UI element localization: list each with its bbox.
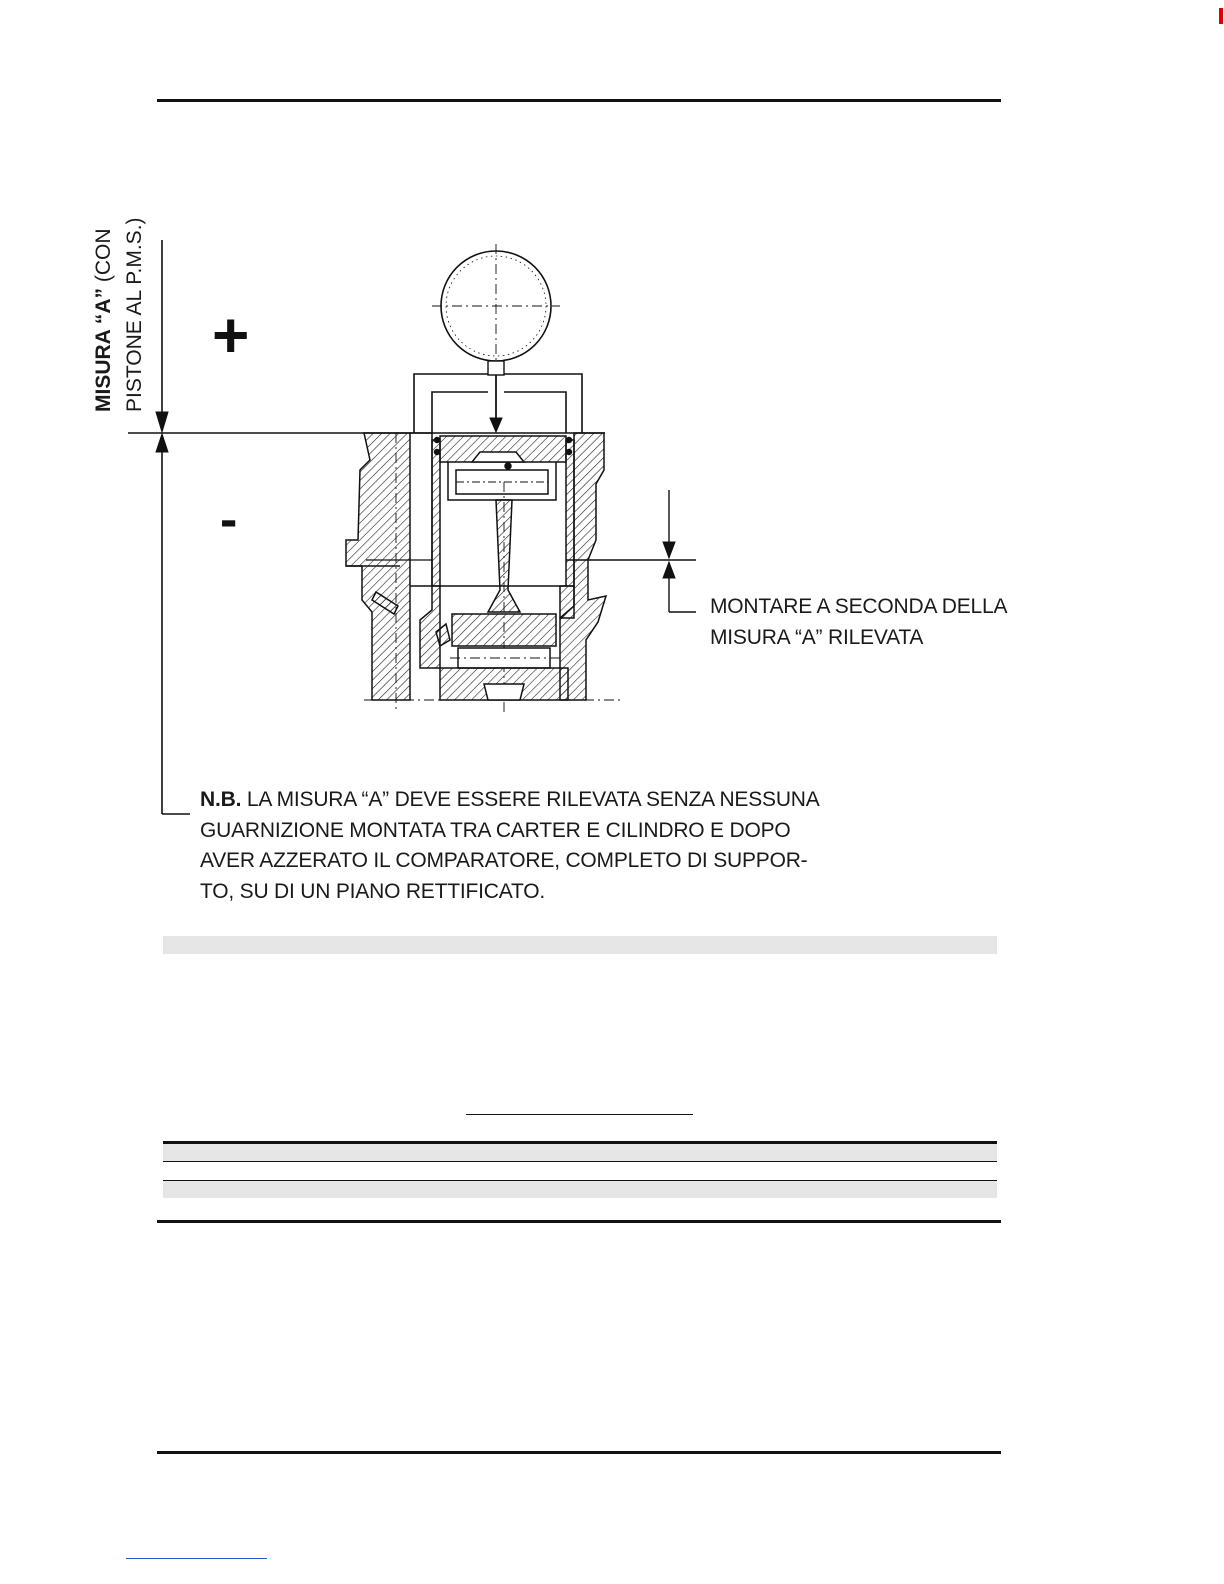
plus-sign: +: [212, 299, 250, 371]
dial-gauge: [432, 244, 560, 432]
table-row-shaded-1: [163, 1144, 997, 1161]
note-text-1: LA MISURA “A” DEVE ESSERE RILEVATA SENZA NESSUNA: [241, 788, 820, 811]
footer-rule: [157, 1451, 1001, 1454]
note-line2: GUARNIZIONE MONTATA TRA CARTER E CILINDRO E DOPO: [200, 819, 791, 842]
section-bottom-rule: [157, 1220, 1001, 1223]
note-bold: N.B.: [200, 788, 242, 811]
note-line3: AVER AZZERATO IL COMPARATORE, COMPLETO DI SUPPOR-: [200, 849, 808, 872]
footer-link-underline[interactable]: [126, 1558, 267, 1559]
table-row-rule-1: [163, 1161, 997, 1162]
measure-a-rest: (CON: [92, 228, 115, 288]
mount-label-line2: MISURA “A” RILEVATA: [710, 626, 924, 649]
minus-sign: -: [220, 491, 238, 549]
table-row-shaded-2: [163, 1181, 997, 1198]
section-underline: [466, 1114, 693, 1115]
cylinder-section: [346, 433, 620, 712]
dimension-a-arrow: [156, 240, 190, 814]
measure-a-line2: PISTONE AL P.M.S.): [123, 217, 146, 412]
caption-band: [163, 936, 997, 954]
measure-a-vertical-label: [88, 217, 150, 412]
mount-label-line1: MONTARE A SECONDA DELLA: [710, 595, 1008, 618]
measure-a-bold: MISURA “A”: [92, 287, 115, 412]
note-line1: [200, 784, 820, 815]
note-line4: TO, SU DI UN PIANO RETTIFICATO.: [200, 880, 545, 903]
